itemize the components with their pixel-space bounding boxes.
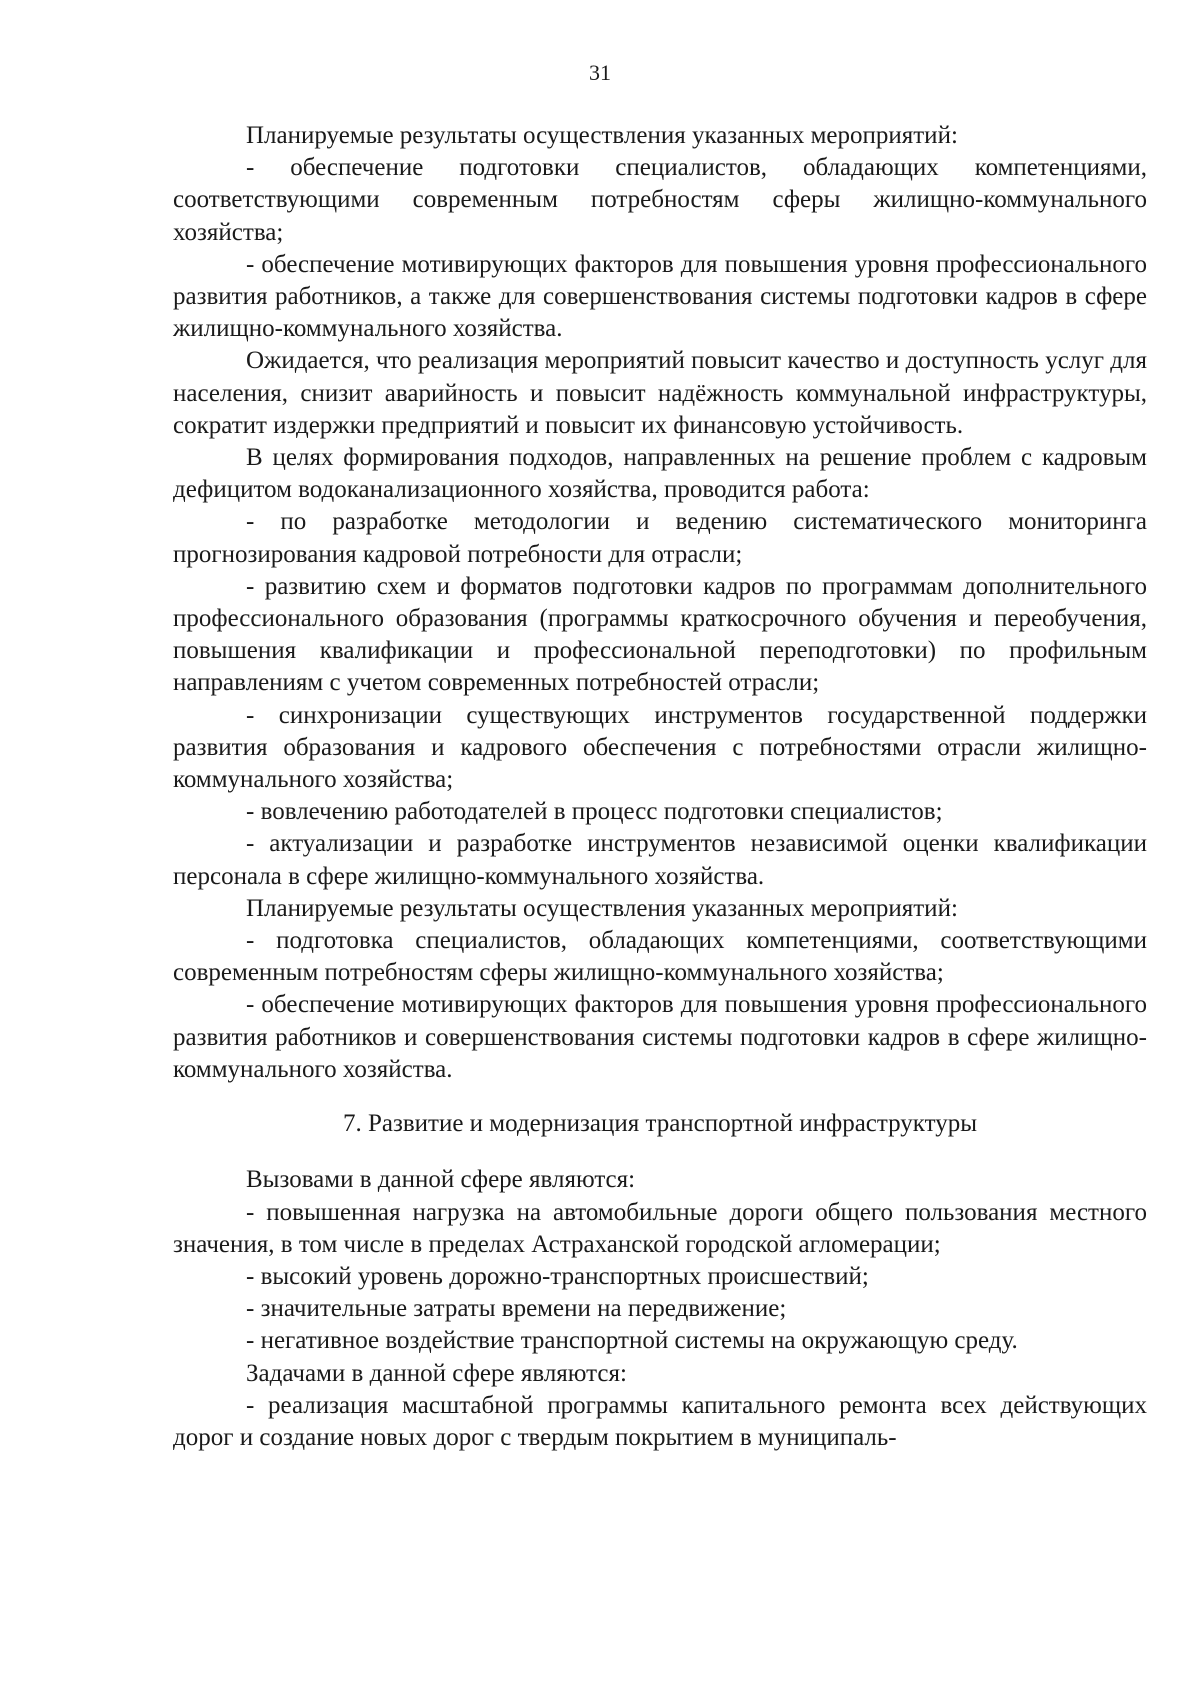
list-item: - развитию схем и форматов подготовки кадров по программам дополнительного профессионального образования (программы краткосрочного обучения и переобучения, повышения квалификации и профессиональной переподготовки) по профильным направлениям с учетом современных потребностей отрасли; [173, 572, 1147, 697]
paragraph: Вызовами в данной сфере являются: [246, 1166, 636, 1194]
list-item: - значительные затраты времени на передвижение; [246, 1295, 787, 1323]
list-item: - высокий уровень дорожно-транспортных происшествий; [246, 1262, 869, 1290]
list-item: - повышенная нагрузка на автомобильные дороги общего пользования местного значения, в том числе в пределах Астраханской городской агломерации; [173, 1198, 1147, 1258]
section-heading: 7. Развитие и модернизация транспортной инфраструктуры [342, 1110, 978, 1138]
list-item: - синхронизации существующих инструментов государственной поддержки развития образования и кадрового обеспечения с потребностями отрасли жилищно-коммунального хозяйства; [173, 701, 1147, 794]
page-number: 31 [589, 60, 611, 85]
document-body [173, 120, 1147, 1454]
paragraph: Ожидается, что реализация мероприятий повысит качество и доступность услуг для населения, снизит аварийность и повысит надёжность коммунальной инфраструктуры, сократит издержки предприятий и повысит их финансовую устойчивость. [173, 347, 1147, 439]
list-item: - негативное воздействие транспортной системы на окружающую среду. [246, 1327, 1018, 1355]
paragraph: Планируемые результаты осуществления указанных мероприятий: [246, 122, 958, 149]
list-item: - реализация масштабной программы капитального ремонта всех действующих дорог и создание новых дорог с твердым покрытием в муниципаль- [173, 1391, 1147, 1451]
list-item: - подготовка специалистов, обладающих компетенциями, соответствующими современным потребностям сферы жилищно-коммунального хозяйства; [173, 927, 1147, 987]
paragraph: Планируемые результаты осуществления указанных мероприятий: [246, 894, 958, 922]
paragraph: В целях формирования подходов, направленных на решение проблем с кадровым дефицитом водоканализационного хозяйства, проводится работа: [173, 444, 1147, 504]
list-item: - по разработке методологии и ведению систематического мониторинга прогнозирования кадровой потребности для отрасли; [173, 508, 1147, 568]
list-item: - обеспечение мотивирующих факторов для повышения уровня профессионального развития работников, а также для совершенствования системы подготовки кадров в сфере жилищно-коммунального хозяйства. [173, 250, 1147, 343]
paragraph: Задачами в данной сфере являются: [246, 1359, 627, 1387]
list-item: - вовлечению работодателей в процесс подготовки специалистов; [246, 798, 943, 826]
list-item: - обеспечение мотивирующих факторов для повышения уровня профессионального развития работников и совершенствования системы подготовки кадров в сфере жилищно-коммунального хозяйства. [173, 991, 1147, 1083]
list-item: - актуализации и разработке инструментов независимой оценки квалификации персонала в сфере жилищно-коммунального хозяйства. [173, 830, 1147, 890]
list-item: - обеспечение подготовки специалистов, обладающих компетенциями, соответствующими современным потребностям сферы жилищно-коммунального хозяйства; [173, 154, 1147, 246]
